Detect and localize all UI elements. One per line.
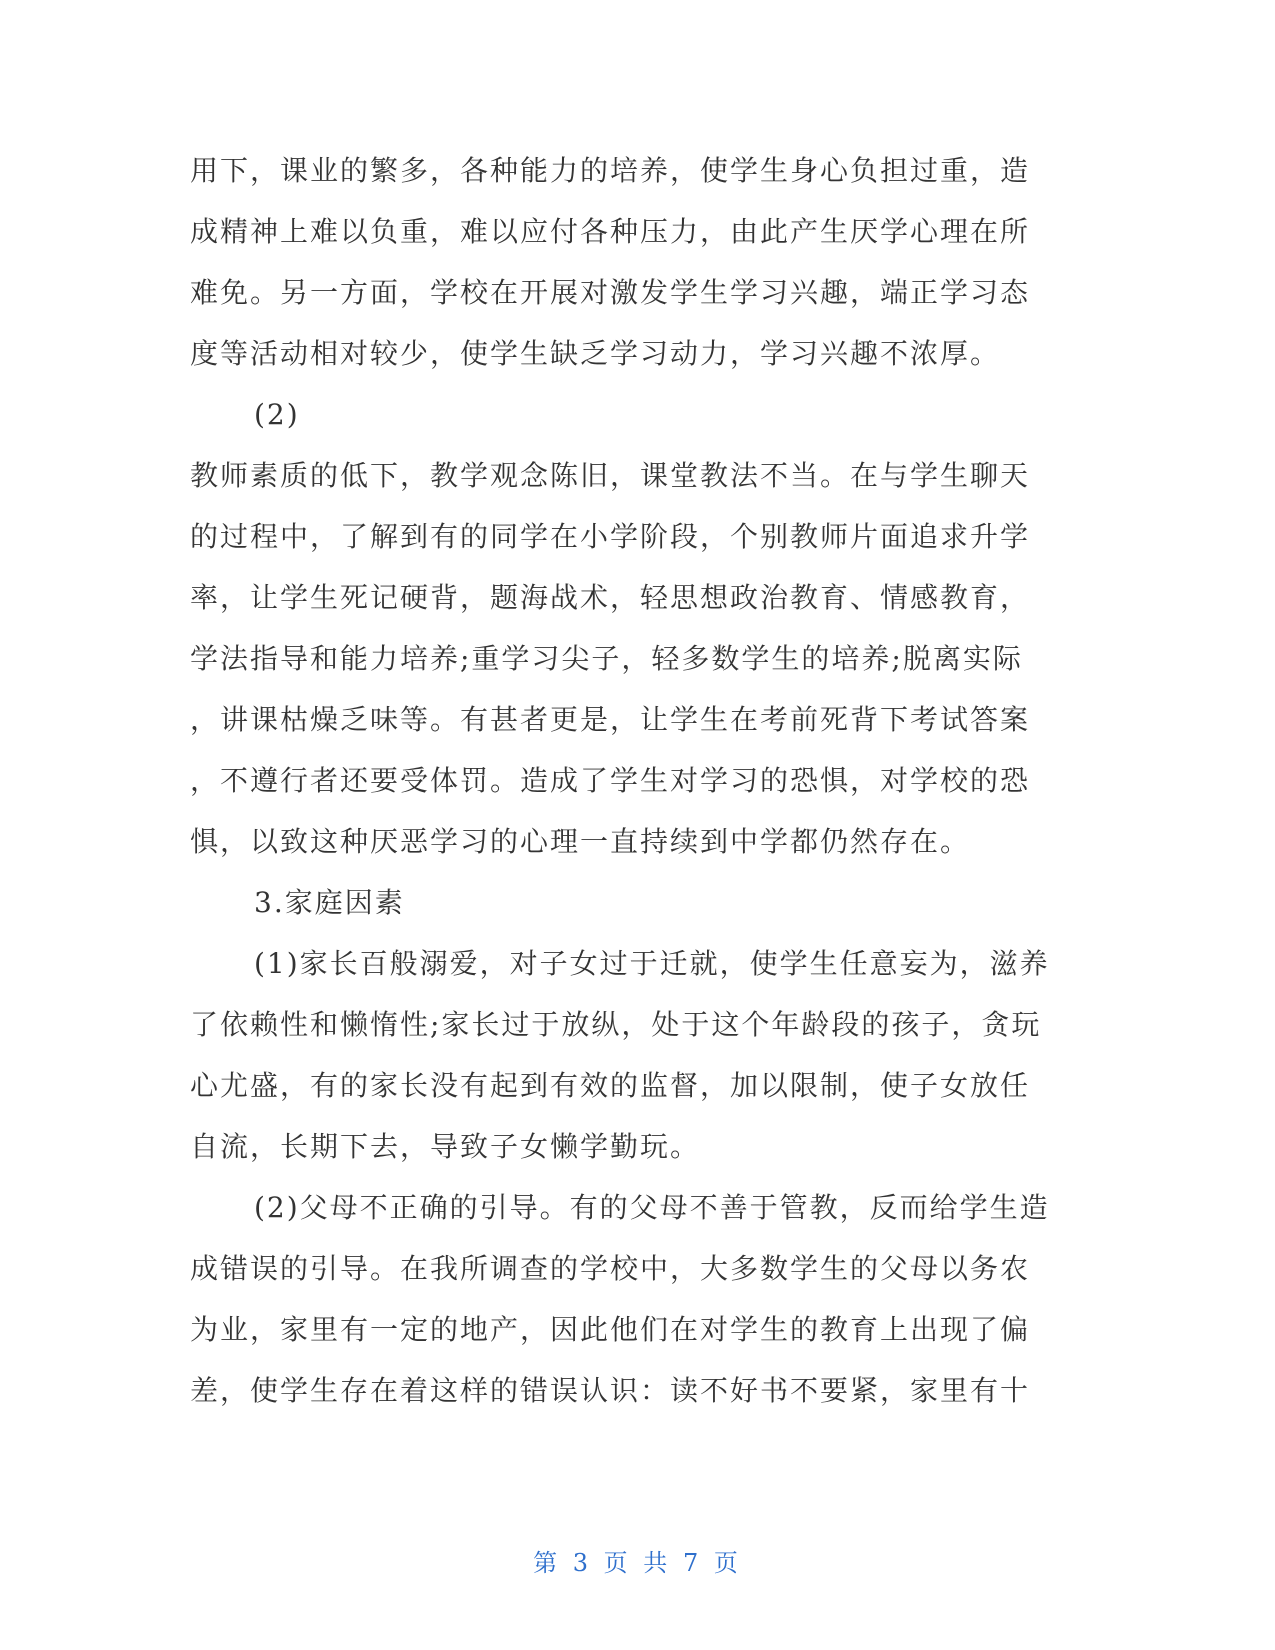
- text-line: 的过程中，了解到有的同学在小学阶段，个别教师片面追求升学: [190, 520, 1031, 553]
- footer-current-page: 3: [572, 1549, 593, 1577]
- section-heading: 3.家庭因素: [254, 886, 405, 919]
- text-line: 自流，长期下去，导致子女懒学勤玩。: [190, 1130, 701, 1163]
- text-line: 了依赖性和懒惰性;家长过于放纵，处于这个年龄段的孩子，贪玩: [190, 1008, 1042, 1041]
- text-line: 难免。另一方面，学校在开展对激发学生学习兴趣，端正学习态: [190, 276, 1031, 309]
- footer-middle: 页 共: [603, 1549, 672, 1577]
- text-line: 为业，家里有一定的地产，因此他们在对学生的教育上出现了偏: [190, 1313, 1031, 1346]
- text-line: (1)家长百般溺爱，对子女过于迁就，使学生任意妄为，滋养: [254, 947, 1050, 980]
- text-line: 心尤盛，有的家长没有起到有效的监督，加以限制，使子女放任: [190, 1069, 1031, 1102]
- text-line: 度等活动相对较少，使学生缺乏学习动力，学习兴趣不浓厚。: [190, 337, 1001, 370]
- text-line: 用下，课业的繁多，各种能力的培养，使学生身心负担过重，造: [190, 154, 1031, 187]
- text-line: ，不遵行者还要受体罚。造成了学生对学习的恐惧，对学校的恐: [190, 764, 1031, 797]
- text-line: 成精神上难以负重，难以应付各种压力，由此产生厌学心理在所: [190, 215, 1031, 248]
- text-line: 差，使学生存在着这样的错误认识：读不好书不要紧，家里有十: [190, 1374, 1031, 1407]
- text-line: (2)父母不正确的引导。有的父母不善于管教，反而给学生造: [254, 1191, 1050, 1224]
- text-line: 教师素质的低下，教学观念陈旧，课堂教法不当。在与学生聊天: [190, 459, 1031, 492]
- footer-prefix: 第: [533, 1549, 562, 1577]
- text-line: 成错误的引导。在我所调查的学校中，大多数学生的父母以务农: [190, 1252, 1031, 1285]
- section-marker: (2): [254, 398, 300, 431]
- page-footer: [0, 1543, 1275, 1578]
- text-line: ，讲课枯燥乏味等。有甚者更是，让学生在考前死背下考试答案: [190, 703, 1031, 736]
- footer-suffix: 页: [713, 1549, 742, 1577]
- footer-total-pages: 7: [682, 1549, 703, 1577]
- text-line: 学法指导和能力培养;重学习尖子，轻多数学生的培养;脱离实际: [190, 642, 1023, 675]
- text-line: 惧，以致这种厌恶学习的心理一直持续到中学都仍然存在。: [190, 825, 971, 858]
- text-line: 率，让学生死记硬背，题海战术，轻思想政治教育、情感教育，: [190, 581, 1031, 614]
- document-body: [190, 140, 1085, 1421]
